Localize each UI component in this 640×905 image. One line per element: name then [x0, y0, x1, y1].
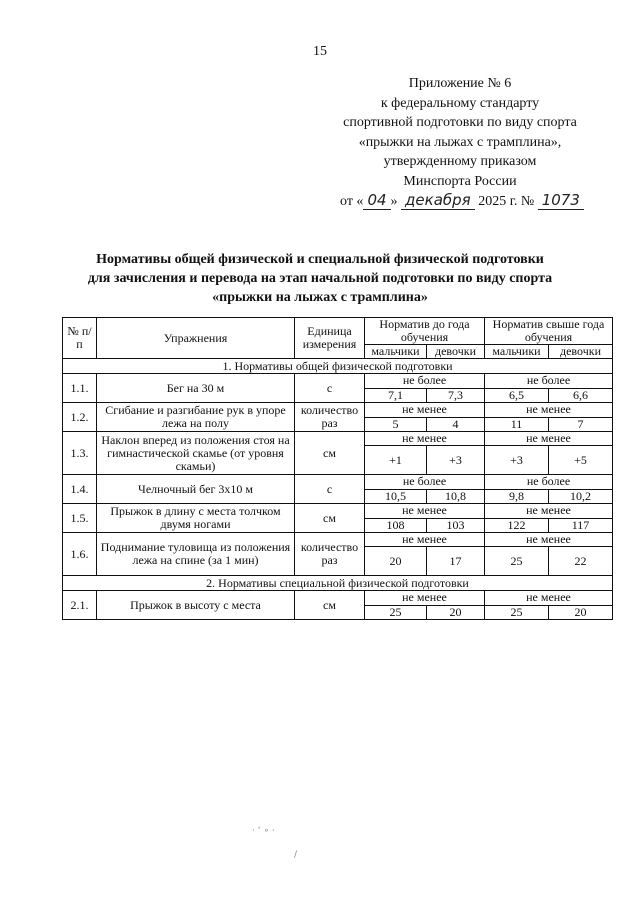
value-cell: 25	[365, 605, 427, 620]
order-date-line	[340, 191, 580, 212]
appendix-line: спортивной подготовки по виду спорта	[343, 115, 577, 130]
title-line: для зачисления и перевода на этап начальной подготовки по виду спорта	[87, 271, 553, 286]
condition: не менее	[365, 432, 485, 446]
section-title: 2. Нормативы специальной физической подготовки	[63, 576, 613, 591]
unit: количество раз	[295, 533, 365, 576]
row-num: 1.4.	[63, 475, 97, 504]
value-cell: +5	[549, 446, 613, 475]
unit: с	[295, 374, 365, 403]
value-cell: 20	[427, 605, 485, 620]
condition: не менее	[485, 432, 613, 446]
value-cell: 9,8	[485, 489, 549, 504]
header-unit: Единица измерения	[295, 318, 365, 359]
year-text: 2025 г. №	[478, 194, 535, 209]
value-cell: +1	[365, 446, 427, 475]
header-boys: мальчики	[485, 345, 549, 359]
header-exercise: Упражнения	[97, 318, 295, 359]
condition: не менее	[485, 533, 613, 547]
condition: не менее	[365, 591, 485, 606]
value-cell: 6,5	[485, 388, 549, 403]
value-cell: 10,2	[549, 489, 613, 504]
condition: не более	[485, 475, 613, 490]
title-line: «прыжки на лыжах с трамплина»	[212, 290, 428, 305]
condition: не более	[365, 374, 485, 389]
section-title: 1. Нормативы общей физической подготовки	[63, 359, 613, 374]
unit: см	[295, 591, 365, 620]
appendix-line: утвержденному приказом	[383, 154, 537, 169]
condition: не менее	[485, 591, 613, 606]
appendix-header	[340, 74, 580, 212]
unit: см	[295, 432, 365, 475]
value-cell: 7,3	[427, 388, 485, 403]
page-number: 15	[313, 44, 327, 59]
value-cell: +3	[427, 446, 485, 475]
value-cell: 20	[549, 605, 613, 620]
scan-mark: ∕	[294, 850, 298, 860]
handwritten-order-number: 1073	[538, 191, 584, 210]
value-cell: 6,6	[549, 388, 613, 403]
exercise-name: Наклон вперед из положения стоя на гимнастической скамье (от уровня скамьи)	[97, 432, 295, 475]
value-cell: 10,5	[365, 489, 427, 504]
condition: не более	[365, 475, 485, 490]
value-cell: 17	[427, 547, 485, 576]
value-cell: 25	[485, 605, 549, 620]
row-num: 1.5.	[63, 504, 97, 533]
scan-mark: · ‘ ∘ ·	[252, 826, 275, 836]
unit: см	[295, 504, 365, 533]
row-num: 1.2.	[63, 403, 97, 432]
condition: не менее	[365, 533, 485, 547]
header-girls: девочки	[427, 345, 485, 359]
norms-table	[62, 317, 613, 620]
exercise-name: Челночный бег 3х10 м	[97, 475, 295, 504]
value-cell: 117	[549, 518, 613, 533]
value-cell: 108	[365, 518, 427, 533]
exercise-name: Бег на 30 м	[97, 374, 295, 403]
header-norm-until-year: Норматив до года обучения	[365, 318, 485, 345]
header-num: № п/п	[63, 318, 97, 359]
handwritten-day: 04	[363, 191, 390, 210]
value-cell: 20	[365, 547, 427, 576]
unit: с	[295, 475, 365, 504]
value-cell: 11	[485, 417, 549, 432]
row-num: 1.6.	[63, 533, 97, 576]
value-cell: 7,1	[365, 388, 427, 403]
value-cell: 10,8	[427, 489, 485, 504]
row-num: 1.1.	[63, 374, 97, 403]
header-girls: девочки	[549, 345, 613, 359]
value-cell: 22	[549, 547, 613, 576]
exercise-name: Прыжок в высоту с места	[97, 591, 295, 620]
unit: количество раз	[295, 403, 365, 432]
value-cell: 103	[427, 518, 485, 533]
header-norm-over-year: Норматив свыше года обучения	[485, 318, 613, 345]
row-num: 1.3.	[63, 432, 97, 475]
condition: не менее	[485, 504, 613, 519]
header-boys: мальчики	[365, 345, 427, 359]
handwritten-month: декабря	[401, 191, 475, 210]
exercise-name: Прыжок в длину с места толчком двумя ногами	[97, 504, 295, 533]
value-cell: 7	[549, 417, 613, 432]
appendix-line: к федеральному стандарту	[380, 95, 540, 111]
value-cell: +3	[485, 446, 549, 475]
value-cell: 25	[485, 547, 549, 576]
value-cell: 5	[365, 417, 427, 432]
appendix-line: Приложение № 6	[408, 76, 512, 91]
row-num: 2.1.	[63, 591, 97, 620]
condition: не менее	[365, 403, 485, 418]
value-cell: 122	[485, 518, 549, 533]
document-title	[40, 250, 600, 307]
exercise-name: Сгибание и разгибание рук в упоре лежа на полу	[97, 403, 295, 432]
value-cell: 4	[427, 417, 485, 432]
condition: не более	[485, 374, 613, 389]
date-prefix: от «	[340, 194, 364, 209]
appendix-line: Минспорта России	[403, 173, 517, 189]
condition: не менее	[365, 504, 485, 519]
exercise-name: Поднимание туловища из положения лежа на спине (за 1 мин)	[97, 533, 295, 576]
title-line: Нормативы общей физической и специальной физической подготовки	[96, 252, 544, 267]
condition: не менее	[485, 403, 613, 418]
date-mid: »	[390, 194, 398, 209]
appendix-line: «прыжки на лыжах с трамплина»,	[358, 134, 562, 150]
